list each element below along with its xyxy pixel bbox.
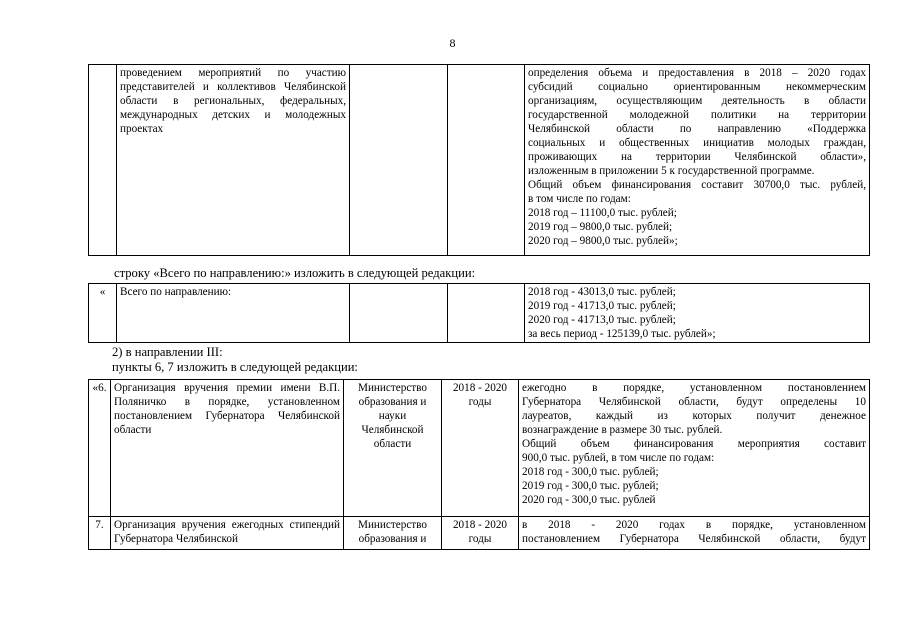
result-line: государственной молодежной политики на территории xyxy=(528,109,866,121)
total-line: 2020 год - 41713,0 тыс. рублей; xyxy=(528,314,676,326)
result-line: изложенным в приложении 5 к государственной программе. xyxy=(528,165,815,177)
items-6-7-table xyxy=(88,379,870,550)
instruction-items-6-7: пункты 6, 7 изложить в следующей редакции: xyxy=(112,360,358,374)
activity-name-cell: Организация вручения премии имени В.П. Поляничко в порядке, установленном постановлением Губернатора Челябинской области xyxy=(111,380,344,517)
period-cell xyxy=(448,284,525,343)
result-cell xyxy=(519,380,870,517)
result-line: ежегодно в порядке, установленном постановлением xyxy=(522,382,866,394)
result-line: 900,0 тыс. рублей, в том числе по годам: xyxy=(522,452,715,464)
result-cell xyxy=(525,65,870,256)
executor-cell xyxy=(350,65,448,256)
page-number: 8 xyxy=(449,36,456,50)
result-line: Челябинской области по направлению «Поддержка xyxy=(528,123,866,135)
result-line: 2020 год – 9800,0 тыс. рублей»; xyxy=(528,235,678,247)
result-line: социальных и общественных инициатив молодых граждан, xyxy=(528,137,866,149)
row-number-cell: 7. xyxy=(89,517,111,550)
result-line: 2019 год – 9800,0 тыс. рублей; xyxy=(528,221,673,233)
total-line: за весь период - 125139,0 тыс. рублей»; xyxy=(528,328,716,340)
row-number-cell: «6. xyxy=(89,380,111,517)
executor-cell: Министерство образования и xyxy=(344,517,442,550)
result-line: лауреатов, каждый из которых получит денежное xyxy=(522,410,866,422)
program-table-continued xyxy=(88,64,870,256)
result-cell xyxy=(519,517,870,550)
open-quote-cell: « xyxy=(89,284,117,343)
result-line: в том числе по годам: xyxy=(528,193,631,205)
result-line: в 2018 - 2020 годах в порядке, установленном xyxy=(522,519,866,531)
table-row xyxy=(89,65,870,256)
result-line: определения объема и предоставления в 2018 – 2020 годах xyxy=(528,67,866,79)
result-line: 2019 год - 300,0 тыс. рублей; xyxy=(522,480,659,492)
row-number-cell xyxy=(89,65,117,256)
executor-cell xyxy=(350,284,448,343)
period-cell: 2018 - 2020 годы xyxy=(442,380,519,517)
result-line: субсидий социально ориентированным некоммерческим xyxy=(528,81,866,93)
total-line: 2018 год - 43013,0 тыс. рублей; xyxy=(528,286,676,298)
total-line: 2019 год - 41713,0 тыс. рублей; xyxy=(528,300,676,312)
activity-name-cell: Организация вручения ежегодных стипендий Губернатора Челябинской xyxy=(111,517,344,550)
result-line: постановлением Губернатора Челябинской области, будут xyxy=(522,533,866,545)
total-row-table xyxy=(88,283,870,343)
result-line: Общий объем финансирования составит 30700,0 тыс. рублей, xyxy=(528,179,866,191)
activity-name-cell: проведением мероприятий по участию представителей и коллективов Челябинской области в региональных, федеральных, международных детских и молодежных проектах xyxy=(117,65,350,256)
instruction-direction-iii: 2) в направлении III: xyxy=(112,345,223,359)
result-line: 2018 год – 11100,0 тыс. рублей; xyxy=(528,207,677,219)
total-label-cell: Всего по направлению: xyxy=(117,284,350,343)
total-values-cell xyxy=(525,284,870,343)
table-row xyxy=(89,284,870,343)
result-line: 2018 год - 300,0 тыс. рублей; xyxy=(522,466,659,478)
executor-cell: Министерство образования и науки Челябинской области xyxy=(344,380,442,517)
result-line: проживающих на территории Челябинской области», xyxy=(528,151,866,163)
period-cell: 2018 - 2020 годы xyxy=(442,517,519,550)
table-row xyxy=(89,380,870,517)
result-line: организациям, осуществляющим деятельность в области xyxy=(528,95,866,107)
result-line: Губернатора Челябинской области, будут определены 10 xyxy=(522,396,866,408)
result-line: 2020 год - 300,0 тыс. рублей xyxy=(522,494,656,506)
result-line: Общий объем финансирования мероприятия составит xyxy=(522,438,866,450)
table-row xyxy=(89,517,870,550)
period-cell xyxy=(448,65,525,256)
instruction-total-row: строку «Всего по направлению:» изложить в следующей редакции: xyxy=(114,266,476,280)
result-line: вознаграждение в размере 30 тыс. рублей. xyxy=(522,424,723,436)
